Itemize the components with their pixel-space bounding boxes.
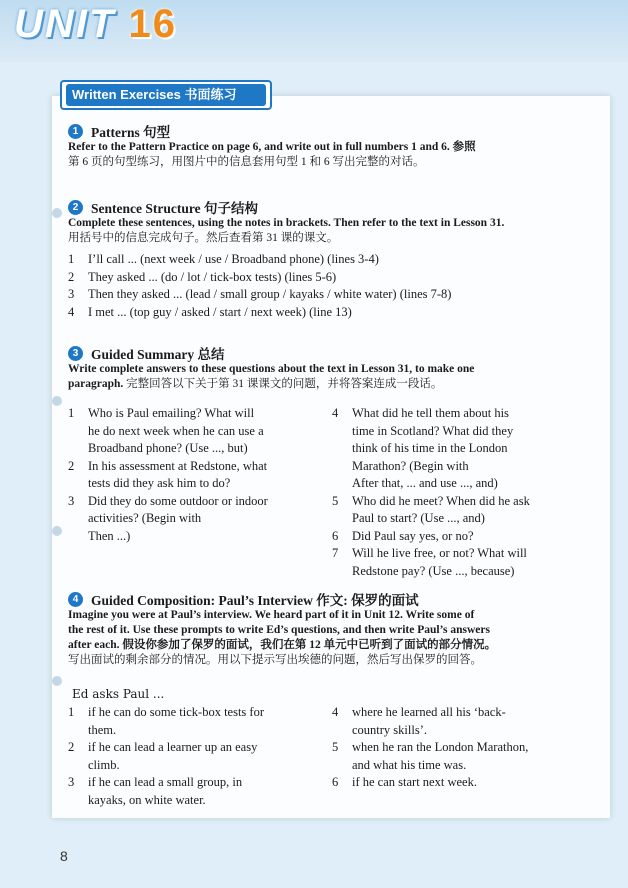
composition-intro: Ed asks Paul ... <box>72 687 165 701</box>
list-item: 4 What did he tell them about his time in Scotland? What did they think of his time in the London Marathon? (Begin with After that, ... and use ..., and) <box>332 406 514 490</box>
list-item: 5 Who did he meet? When did he ask Paul to start? (Use ..., and) <box>332 493 530 525</box>
list-item: 4 where he learned all his ‘back- country skills’. <box>332 705 506 737</box>
instruction-cn: 第 6 页的句型练习，用图片中的信息套用句型 1 和 6 写出完整的对话。 <box>68 156 425 168</box>
list-item: 3 Then they asked ... (lead / small group / kayaks / white water) (lines 7-8) <box>68 287 452 301</box>
list-item: 2 They asked ... (do / lot / tick-box tests) (lines 5-6) <box>68 269 337 284</box>
unit-title <box>14 2 177 47</box>
page-number: 8 <box>60 848 68 864</box>
instruction: Refer to the Pattern Practice on page 6, and write out in full numbers 1 and 6. 参照 <box>68 141 476 153</box>
instruction: after each. 假设你参加了保罗的面试，我们在第 12 单元中已听到了面试的部分情况。 <box>68 639 497 651</box>
instruction: paragraph. <box>68 378 124 390</box>
instruction: Write complete answers to these questions about the text in Lesson 31, to make one <box>68 363 475 375</box>
instruction-cn: 完整回答以下关于第 31 课课文的问题，并将答案连成一段话。 <box>126 378 443 390</box>
list-item: 6 Did Paul say yes, or no? <box>332 528 474 543</box>
list-item: 4 I met ... (top guy / asked / start / next week) (line 13) <box>68 304 352 319</box>
section-patterns <box>68 122 608 170</box>
instruction-cn: 写出面试的剩余部分的情况。用以下提示写出埃德的问题，然后写出保罗的回答。 <box>68 654 482 666</box>
section-title: Sentence Structure 句子结构 <box>91 201 258 216</box>
list-item: 1 I’ll call ... (next week / use / Broadband phone) (lines 3-4) <box>68 252 379 266</box>
section-sentence-structure <box>68 198 608 321</box>
list-item: 7 Will he live free, or not? What will Redstone pay? (Use ..., because) <box>332 546 527 578</box>
composition-right-column <box>332 704 582 792</box>
list-item: 5 when he ran the London Marathon, and what his time was. <box>332 740 529 772</box>
instruction: Complete these sentences, using the notes in brackets. Then refer to the text in Lesson 31. <box>68 217 505 229</box>
unit-number: 16 <box>128 2 177 46</box>
unit-word: UNIT <box>14 2 116 46</box>
list-item: 6 if he can start next week. <box>332 775 477 789</box>
list-item: 1 Who is Paul emailing? What will he do next week when he can use a Broadband phone? (Use ..., but) <box>68 406 264 455</box>
section-number-icon: 4 <box>68 592 83 607</box>
instruction: the rest of it. Use these prompts to write Ed’s questions, and then write Paul’s answers <box>68 624 490 636</box>
section-title: Guided Composition: Paul’s Interview 作文: 保罗的面试 <box>91 593 419 608</box>
section-number-icon: 2 <box>68 200 83 215</box>
section-number-icon: 3 <box>68 346 83 361</box>
summary-left-column <box>68 405 318 545</box>
summary-right-column <box>332 405 582 580</box>
list-item: 3 if he can lead a small group, in kayaks, on white water. <box>68 775 243 807</box>
list-item: 2 In his assessment at Redstone, what tests did they ask him to do? <box>68 458 268 490</box>
instruction-cn: 用括号中的信息完成句子。然后查看第 31 课的课文。 <box>68 232 339 244</box>
list-item: 3 Did they do some outdoor or indoor activities? (Begin with Then ...) <box>68 493 268 543</box>
section-number-icon: 1 <box>68 124 83 139</box>
section-guided-summary <box>68 344 608 392</box>
section-title: Patterns 句型 <box>91 125 171 140</box>
composition-left-column <box>68 704 318 809</box>
instruction: Imagine you were at Paul’s interview. We heard part of it in Unit 12. Write some of <box>68 609 475 621</box>
section-title: Guided Summary 总结 <box>91 347 225 362</box>
section-header: Written Exercises 书面练习 <box>66 84 266 106</box>
binder-holes <box>52 96 66 818</box>
list-item: 1 if he can do some tick-box tests for them. <box>68 705 264 737</box>
section-guided-composition <box>68 590 608 668</box>
list-item: 2 if he can lead a learner up an easy climb. <box>68 740 258 772</box>
